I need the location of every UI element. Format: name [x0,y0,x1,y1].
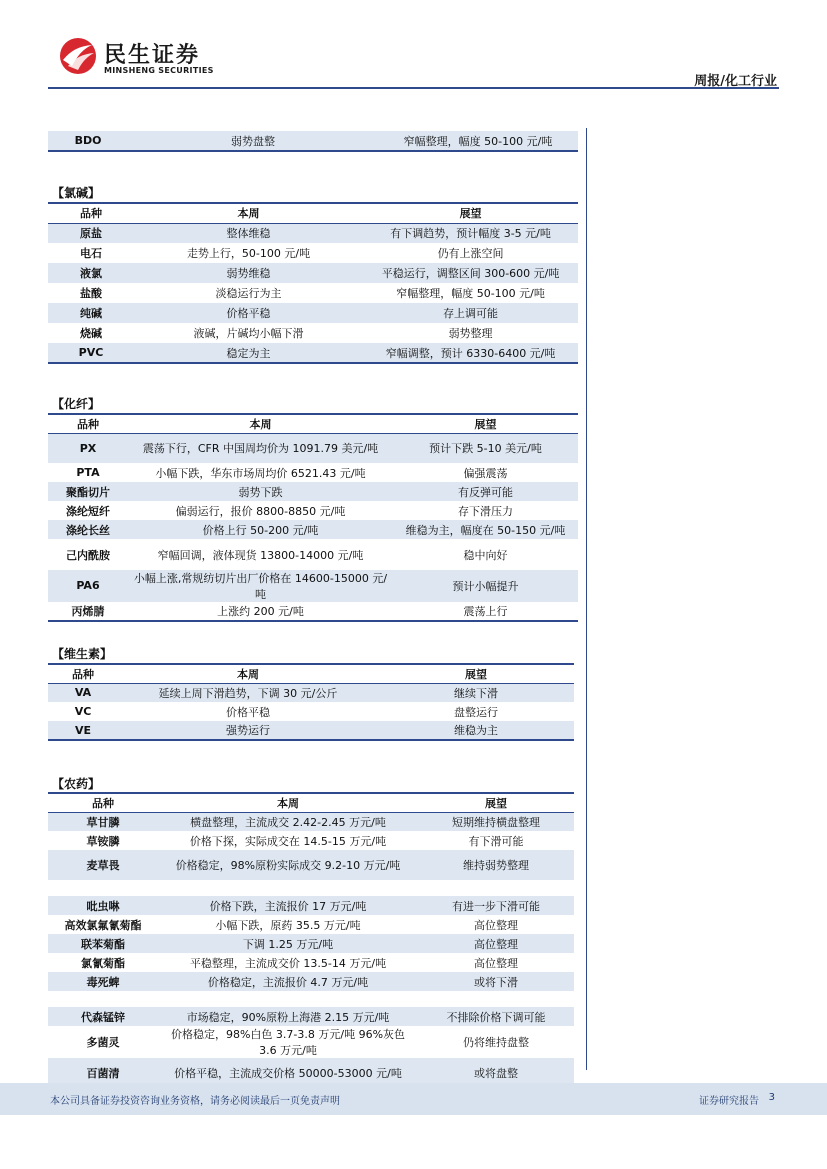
table-header-row [48,414,578,433]
this-week-cell: 平稳整理，主流成交价 13.5-14 万元/吨 [189,956,387,970]
section-title-pesticide: 【农药】 [52,777,101,791]
this-week-cell: 偏弱运行，报价 8800-8850 元/吨 [175,504,346,518]
chlor-alkali-table [48,202,578,364]
column-header: 展望 [465,667,487,681]
column-header: 本周 [237,207,260,221]
section-title-chlor-alkali: 【氯碱】 [52,186,101,200]
outlook-cell: 存下滑压力 [458,504,513,518]
table-row [48,602,578,621]
outlook-cell: 稳中向好 [463,548,508,562]
table-row [48,570,578,602]
outlook-cell: 短期维持横盘整理 [452,815,540,829]
table-row [48,1007,574,1026]
outlook-cell: 弱势整理 [448,327,493,340]
group-spacer [48,880,574,896]
product-name: 代森锰锌 [81,1010,125,1024]
product-name: PTA [76,466,100,480]
product-name: VC [74,705,92,718]
outlook-cell: 维持弱势整理 [463,859,529,873]
product-name: 联苯菊酯 [81,937,125,951]
product-name: 丙烯腈 [71,604,105,618]
section-title-vitamin: 【维生素】 [52,647,113,661]
table-row [48,303,578,323]
outlook-cell: 仍有上涨空间 [437,247,504,260]
column-header: 品种 [92,796,114,810]
table-row [48,131,578,151]
spacer-cell [48,991,574,1007]
table-row [48,915,574,934]
this-week-cell: 小幅下跌，原药 35.5 万元/吨 [215,918,361,932]
product-name: 毒死蜱 [86,975,120,989]
table-row [48,482,578,501]
vitamin-table [48,663,574,741]
table-row [48,1026,574,1058]
table-header-row [48,793,574,812]
outlook-cell: 偏强震荡 [463,466,508,480]
minsheng-logo-icon [58,36,98,76]
table-header-row [48,664,574,683]
product-name: VE [74,723,92,737]
this-week-cell: 价格上行 50-200 元/吨 [202,523,319,537]
this-week-cell: 横盘整理，主流成交 2.42-2.45 万元/吨 [190,815,386,829]
product-name: VA [74,686,92,700]
this-week-cell: 价格稳定，主流报价 4.7 万元/吨 [207,975,369,989]
outlook-cell: 有进一步下滑可能 [452,899,540,913]
outlook-cell: 平稳运行，调整区间 300-600 元/吨 [381,267,560,280]
product-name: 氯氰菊酯 [81,956,125,970]
this-week-cell: 价格平稳，主流成交价格 50000-53000 元/吨 [174,1067,402,1081]
table-row [48,850,574,880]
product-name: 高效氯氟氰菊酯 [64,918,142,932]
column-header: 品种 [77,417,99,431]
outlook-cell: 有反弹可能 [458,485,513,499]
product-name: PVC [78,346,104,359]
this-week-cell: 液碱，片碱均小幅下滑 [193,327,304,340]
table-row [48,283,578,303]
product-name: PX [79,441,97,455]
disclaimer-text: 本公司具备证券投资咨询业务资格，请务必阅读最后一页免责声明 [50,1096,340,1107]
page-header [0,0,827,95]
outlook-cell: 预计小幅提升 [452,579,519,593]
product-name: 吡虫啉 [86,899,120,913]
outlook-cell: 预计下跌 5-10 美元/吨 [429,442,542,456]
outlook-cell: 维稳为主 [454,724,498,737]
product-name: 烧碱 [79,327,102,340]
pesticide-table [48,792,574,1090]
table-row [48,263,578,283]
product-name: 草甘膦 [86,815,120,829]
this-week-cell: 价格稳定，98%白色 3.7-3.8 万元/吨 96%灰色 3.6 万元/吨 [170,1028,406,1058]
outlook-cell: 存上调可能 [443,307,499,320]
table-row [48,343,578,363]
header-divider [48,87,779,89]
product-name: 己内酰胺 [66,548,110,562]
fiber-table [48,413,578,622]
this-week-cell: 价格下跌，主流报价 17 万元/吨 [209,899,367,913]
table-row [48,831,574,850]
this-week-cell: 窄幅回调，液体现货 13800-14000 元/吨 [157,548,364,562]
table-header-row [48,203,578,223]
report-type: 周报/化工行业 [694,74,777,89]
column-header: 本周 [249,417,272,431]
outlook-cell: 或将下滑 [474,975,518,989]
table-row [48,539,578,569]
outlook-cell: 维稳为主，幅度在 50-150 元/吨 [405,523,566,537]
table-row [48,243,578,263]
product-name: 液氯 [79,267,102,280]
this-week-cell: 强势运行 [226,724,270,737]
table-row [48,463,578,482]
outlook-cell: 震荡上行 [463,604,508,618]
this-week-cell: 弱势下跌 [238,485,283,499]
spacer-cell [48,880,574,896]
this-week-cell: 稳定为主 [226,346,271,360]
table-row [48,433,578,463]
table-row [48,223,578,243]
brand-name: 民生证券 [104,43,201,68]
bdo-table [48,131,578,152]
column-header: 展望 [459,207,482,221]
product-name: BDO [74,134,102,147]
outlook-cell: 有下调趋势，预计幅度 3-5 元/吨 [390,227,551,241]
table-row [48,501,578,520]
brand-name-english: MINSHENG SECURITIES [104,66,214,75]
product-name: 纯碱 [79,307,102,320]
column-header: 品种 [79,207,102,221]
product-name: 聚酯切片 [66,485,110,499]
outlook-cell: 窄幅调整，预计 6330-6400 元/吨 [385,346,556,360]
page-footer [0,1083,827,1115]
this-week-cell: 淡稳运行为主 [215,287,282,300]
product-name: 原盐 [79,227,102,241]
this-week-cell: 下调 1.25 万元/吨 [242,937,334,951]
table-row [48,953,574,972]
table-row [48,702,574,721]
column-divider [586,128,587,1070]
this-week-cell: 小幅上涨,常规纺切片出厂价格在 14600-15000 元/吨 [133,571,388,601]
product-name: 麦草畏 [86,859,120,873]
product-name: 涤纶长丝 [66,523,110,537]
this-week-cell: 上涨约 200 元/吨 [217,604,304,618]
product-name: 草铵膦 [86,834,120,848]
product-name: 电石 [79,247,102,260]
product-name: PA6 [76,579,100,593]
this-week-cell: 走势上行，50-100 元/吨 [186,247,311,260]
table-row [48,972,574,991]
this-week-cell: 价格下探，实际成交在 14.5-15 万元/吨 [189,834,387,848]
table-row [48,934,574,953]
table-row [48,721,574,740]
product-name: 涤纶短纤 [66,504,110,518]
this-week-cell: 弱势盘整 [231,134,275,148]
product-name: 多菌灵 [86,1036,120,1050]
outlook-cell: 高位整理 [474,937,518,951]
table-row [48,323,578,343]
outlook-cell: 高位整理 [474,956,518,970]
column-header: 本周 [277,796,299,810]
doc-type: 证券研究报告 [699,1096,759,1107]
group-spacer [48,991,574,1007]
column-header: 展望 [474,417,497,431]
outlook-cell: 窄幅整理，幅度 50-100 元/吨 [403,134,553,148]
outlook-cell: 盘整运行 [454,705,498,719]
this-week-cell: 整体维稳 [226,227,271,241]
column-header: 品种 [72,667,94,681]
this-week-cell: 弱势维稳 [226,267,271,280]
outlook-cell: 高位整理 [474,918,518,932]
product-name: 盐酸 [79,287,102,300]
page-number: 3 [768,1092,775,1103]
product-name: 百菌清 [86,1067,120,1081]
this-week-cell: 市场稳定，90%原粉上海港 2.15 万元/吨 [186,1010,390,1024]
this-week-cell: 小幅下跌，华东市场周均价 6521.43 元/吨 [155,466,366,480]
this-week-cell: 价格平稳 [226,307,271,320]
outlook-cell: 仍将维持盘整 [463,1036,529,1050]
table-row [48,896,574,915]
this-week-cell: 延续上周下滑趋势，下调 30 元/公斤 [158,686,338,700]
outlook-cell: 不排除价格下调可能 [446,1010,546,1024]
section-title-fiber: 【化纤】 [52,397,101,411]
outlook-cell: 继续下滑 [454,686,498,700]
table-row [48,520,578,539]
outlook-cell: 窄幅整理，幅度 50-100 元/吨 [396,287,545,300]
this-week-cell: 价格稳定，98%原粉实际成交 9.2-10 万元/吨 [175,859,401,873]
outlook-cell: 或将盘整 [474,1067,518,1081]
column-header: 展望 [485,796,507,810]
outlook-cell: 有下滑可能 [468,834,524,848]
table-row [48,683,574,702]
column-header: 本周 [237,667,259,681]
this-week-cell: 震荡下行，CFR 中国周均价为 1091.79 美元/吨 [142,442,379,456]
table-row [48,812,574,831]
this-week-cell: 价格平稳 [226,705,270,719]
